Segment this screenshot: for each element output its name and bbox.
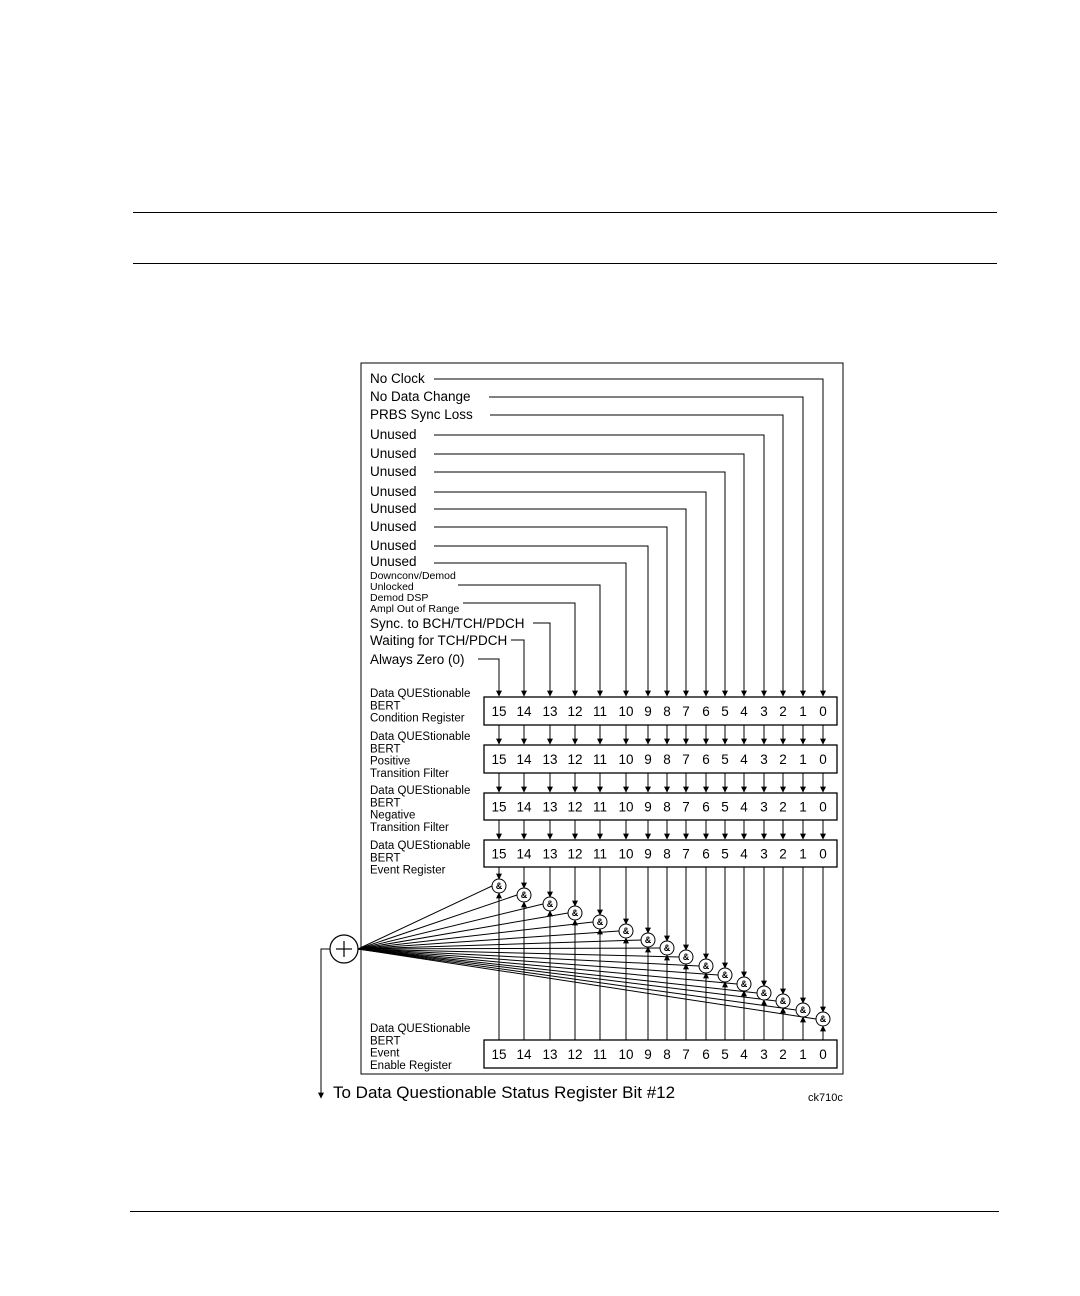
bit-14: 14 [516, 846, 532, 862]
source-label-bit-0: Always Zero (0) [370, 652, 465, 667]
bit-14: 14 [516, 752, 532, 767]
and-gate-bit-13 [543, 897, 557, 911]
source-wire-bit-10 [434, 472, 725, 696]
register-label-line-1: Data QUEStionable [370, 731, 471, 743]
bit-12: 12 [567, 752, 583, 767]
register-label-line-2: BERT [370, 743, 401, 756]
bit-15: 15 [491, 846, 507, 862]
bit-9: 9 [644, 1047, 652, 1062]
bit-12: 12 [567, 799, 583, 815]
bit-0: 0 [819, 704, 827, 719]
bit-3: 3 [760, 1047, 768, 1062]
bit-15: 15 [491, 752, 507, 767]
bit-12: 12 [567, 704, 583, 719]
bit-0: 0 [819, 846, 827, 862]
source-label-bit-3-line-1: Demod DSP [370, 592, 429, 604]
and-gates [492, 879, 830, 1026]
bit-10: 10 [618, 799, 634, 815]
bit-7: 7 [682, 752, 690, 767]
and-symbol: & [702, 961, 710, 971]
bit-8: 8 [663, 1047, 671, 1062]
and-symbol: & [663, 943, 671, 953]
source-label-bit-1: Waiting for TCH/PDCH [370, 633, 508, 648]
and-symbol: & [799, 1005, 807, 1015]
bit-5: 5 [721, 799, 729, 815]
register-label-line-2: BERT [370, 852, 401, 865]
and-symbol: & [760, 988, 768, 998]
source-label-bit-15: No Clock [370, 371, 425, 386]
summation-node [321, 935, 358, 1098]
register-label-line-3: Positive [370, 755, 411, 768]
bit-1: 1 [799, 704, 807, 719]
and-gate-bit-7 [679, 950, 693, 964]
bit-0: 0 [819, 1047, 827, 1062]
bit-6: 6 [702, 752, 710, 767]
register-5 [370, 1023, 837, 1072]
bit-2: 2 [779, 1047, 787, 1062]
register-label-line-2: BERT [370, 700, 401, 713]
bit-3: 3 [760, 704, 768, 719]
bit-11: 11 [592, 1047, 608, 1062]
source-label-bit-13: PRBS Sync Loss [370, 407, 473, 422]
bit-6: 6 [702, 846, 710, 862]
register-label-line-1: Data QUEStionable [370, 785, 471, 797]
bit-6: 6 [702, 799, 710, 815]
and-gate-bit-2 [776, 994, 790, 1008]
bit-9: 9 [644, 704, 652, 719]
and-symbol: & [740, 979, 748, 989]
source-label-bit-11: Unused [370, 446, 417, 461]
and-gate-bit-4 [737, 977, 751, 991]
and-symbol: & [644, 935, 652, 945]
bit-15: 15 [491, 704, 507, 719]
bit-13: 13 [542, 1047, 558, 1062]
bit-10: 10 [618, 704, 634, 719]
bit-8: 8 [663, 752, 671, 767]
source-label-bit-10: Unused [370, 464, 417, 479]
bit-14: 14 [516, 704, 532, 719]
source-wire-bit-1 [511, 640, 524, 696]
bit-13: 13 [542, 704, 558, 719]
source-label-bit-12: Unused [370, 427, 417, 442]
bit-12: 12 [567, 1047, 583, 1062]
and-symbol: & [520, 890, 528, 900]
register-label-line-1: Data QUEStionable [370, 840, 471, 852]
bit-13: 13 [542, 799, 558, 815]
register-label-line-1: Data QUEStionable [370, 1023, 471, 1035]
bit-3: 3 [760, 799, 768, 815]
and-to-sum-bit-8 [358, 948, 660, 949]
source-wire-bit-12 [434, 435, 764, 696]
output-label: To Data Questionable Status Register Bit #12 [333, 1083, 676, 1102]
figure-id: ck710c [808, 1092, 843, 1104]
bit-5: 5 [721, 846, 729, 862]
bit-0: 0 [819, 752, 827, 767]
register-label-line-2: BERT [370, 797, 401, 810]
bit-2: 2 [779, 704, 787, 719]
register-label-line-1: Data QUEStionable [370, 688, 471, 700]
bit-8: 8 [663, 799, 671, 815]
bit-4: 4 [740, 846, 748, 862]
and-gate-bit-8 [660, 941, 674, 955]
bit-7: 7 [682, 704, 690, 719]
bit-6: 6 [702, 704, 710, 719]
bit-5: 5 [721, 1047, 729, 1062]
and-to-sum-bit-14 [358, 895, 517, 949]
and-gate-bit-3 [757, 986, 771, 1000]
and-symbol: & [495, 881, 503, 891]
register-label-line-2: BERT [370, 1035, 401, 1048]
and-gate-bit-10 [619, 924, 633, 938]
and-gate-bit-5 [718, 968, 732, 982]
bit-10: 10 [618, 1047, 634, 1062]
registers [370, 688, 837, 1072]
source-wire-bit-2 [533, 623, 550, 696]
bit-1: 1 [799, 1047, 807, 1062]
bit-1: 1 [799, 846, 807, 862]
and-symbol: & [819, 1014, 827, 1024]
register-2 [370, 731, 837, 780]
and-to-sum-bit-3 [358, 949, 757, 993]
bit-15: 15 [491, 799, 507, 815]
source-label-bit-4-line-2: Unlocked [370, 581, 414, 593]
bit-11: 11 [592, 704, 608, 719]
bit-2: 2 [779, 752, 787, 767]
and-gate-bit-9 [641, 933, 655, 947]
bit-2: 2 [779, 799, 787, 815]
source-label-bit-9: Unused [370, 484, 417, 499]
bit-12: 12 [567, 846, 583, 862]
bit-1: 1 [799, 799, 807, 815]
bit-10: 10 [618, 752, 634, 767]
register-label-line-4: Transition Filter [370, 821, 449, 834]
source-label-bit-6: Unused [370, 538, 417, 553]
source-label-bit-3-line-2: Ampl Out of Range [370, 603, 460, 615]
bit-11: 11 [592, 846, 608, 862]
and-gate-bit-11 [593, 915, 607, 929]
bit-5: 5 [721, 704, 729, 719]
source-label-bit-2: Sync. to BCH/TCH/PDCH [370, 616, 525, 631]
source-label-bit-8: Unused [370, 501, 417, 516]
register-1 [370, 688, 837, 725]
and-symbol: & [546, 899, 554, 909]
register-label-line-3: Negative [370, 809, 416, 822]
source-wire-bit-11 [434, 454, 744, 696]
and-symbol: & [596, 917, 604, 927]
bit-6: 6 [702, 1047, 710, 1062]
bit-0: 0 [819, 799, 827, 815]
and-gate-bit-15 [492, 879, 506, 893]
source-label-bit-4-line-1: Downconv/Demod [370, 570, 456, 582]
register-label-line-3: Event [370, 1047, 400, 1060]
bit-2: 2 [779, 846, 787, 862]
bit-4: 4 [740, 1047, 748, 1062]
bit-14: 14 [516, 799, 532, 815]
register-3 [370, 785, 837, 834]
bit-8: 8 [663, 704, 671, 719]
bit-7: 7 [682, 846, 690, 862]
source-wire-bit-15 [434, 379, 823, 696]
source-wire-bit-0 [478, 659, 499, 696]
bit-4: 4 [740, 704, 748, 719]
and-gate-bit-6 [699, 959, 713, 973]
bit-5: 5 [721, 752, 729, 767]
register-label-line-3: Condition Register [370, 712, 465, 725]
bit-13: 13 [542, 846, 558, 862]
bit-15: 15 [491, 1047, 507, 1062]
and-gate-bit-14 [517, 888, 531, 902]
bit-9: 9 [644, 799, 652, 815]
source-wire-bit-13 [490, 415, 783, 696]
bit-11: 11 [592, 799, 608, 815]
bit-8: 8 [663, 846, 671, 862]
source-label-bit-5: Unused [370, 554, 417, 569]
and-gate-bit-12 [568, 906, 582, 920]
bit-11: 11 [592, 752, 608, 767]
and-symbol: & [721, 970, 729, 980]
bit-13: 13 [542, 752, 558, 767]
source-wire-bit-9 [434, 492, 706, 696]
bit-3: 3 [760, 752, 768, 767]
bit-7: 7 [682, 799, 690, 815]
bit-9: 9 [644, 752, 652, 767]
bit-4: 4 [740, 799, 748, 815]
register-4 [370, 840, 837, 877]
output-arrow [321, 949, 330, 1098]
bit-10: 10 [618, 846, 634, 862]
and-gate-bit-0 [816, 1012, 830, 1026]
and-symbol: & [622, 926, 630, 936]
and-symbol: & [779, 996, 787, 1006]
and-gate-bit-1 [796, 1003, 810, 1017]
bit-14: 14 [516, 1047, 532, 1062]
and-symbol: & [682, 952, 690, 962]
register-label-line-4: Transition Filter [370, 767, 449, 780]
source-label-bit-7: Unused [370, 519, 417, 534]
bit-7: 7 [682, 1047, 690, 1062]
bit-4: 4 [740, 752, 748, 767]
bit-1: 1 [799, 752, 807, 767]
register-label-line-3: Event Register [370, 864, 446, 877]
source-label-bit-14: No Data Change [370, 389, 471, 404]
register-label-line-4: Enable Register [370, 1059, 452, 1072]
and-to-sum-bit-15 [358, 886, 492, 949]
bit-9: 9 [644, 846, 652, 862]
bit-3: 3 [760, 846, 768, 862]
and-symbol: & [571, 908, 579, 918]
